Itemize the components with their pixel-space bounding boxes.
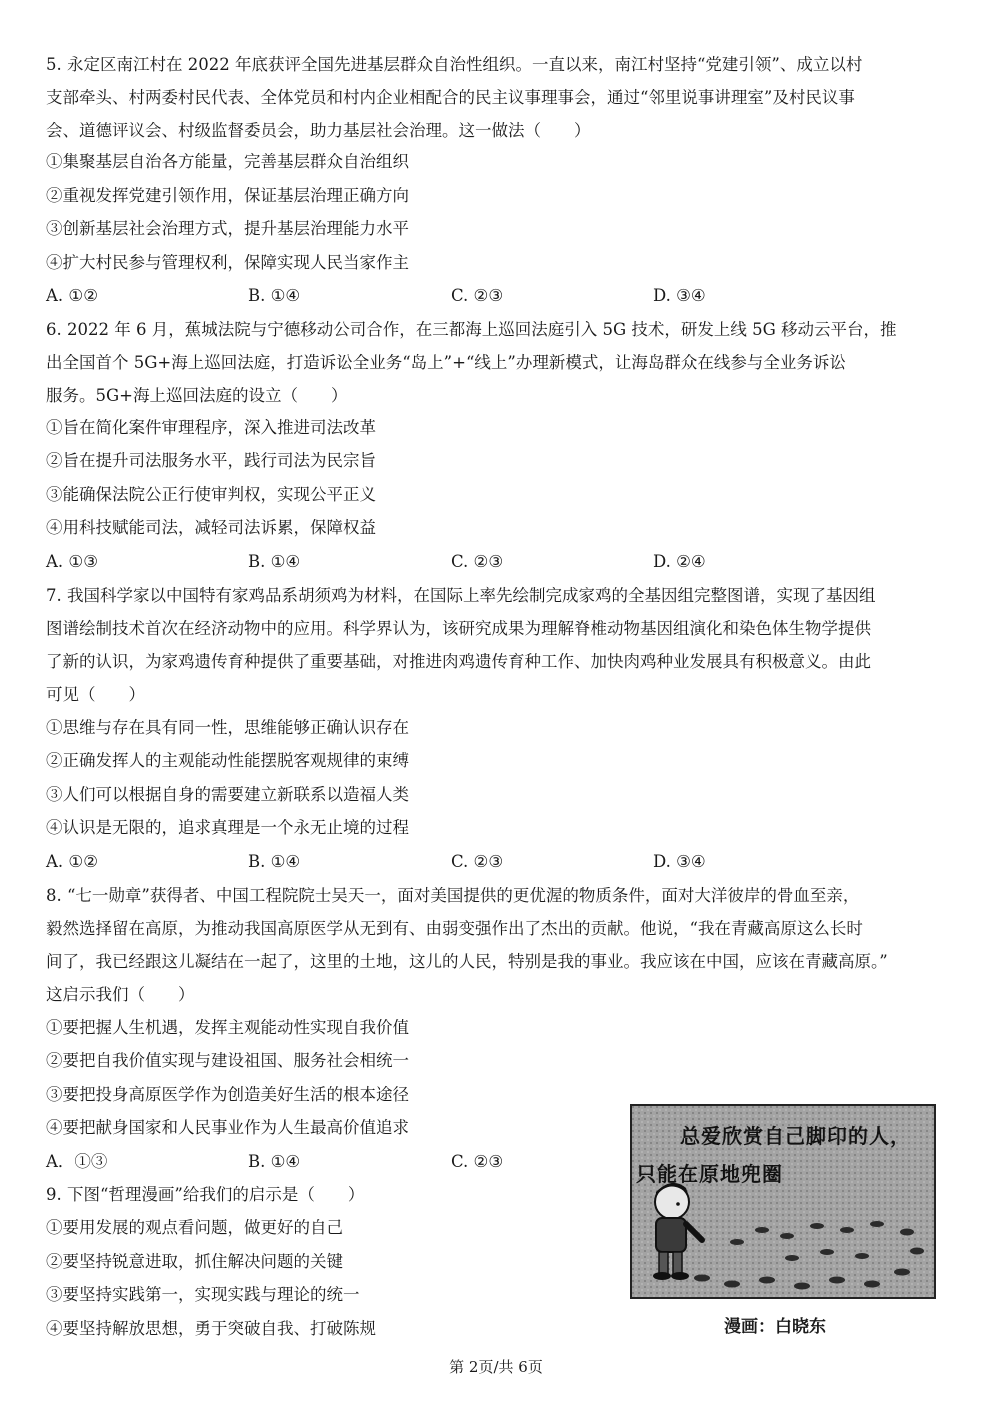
question-9-item-1: ①要用发展的观点看问题，做更好的自己 (46, 1218, 343, 1237)
question-6-item-3: ③能确保法院公正行使审判权，实现公平正义 (46, 485, 376, 504)
question-6-item-4: ④用科技赋能司法，减轻司法诉累，保障权益 (46, 518, 376, 537)
question-9-item-2: ②要坚持锐意进取，抓住解决问题的关键 (46, 1252, 343, 1271)
question-6-line: 6. 2022 年 6 月，蕉城法院与宁德移动公司合作，在三都海上巡回法庭引入 5G 技术，研发上线 5G 移动云平台，推 (46, 320, 897, 339)
question-8-item-3: ③要把投身高原医学作为创造美好生活的根本途径 (46, 1085, 409, 1104)
philosophy-cartoon (630, 1104, 936, 1299)
cartoon-caption-line-2: 只能在原地兜圈 (636, 1162, 783, 1186)
question-5-option-c[interactable]: C. ②③ (451, 286, 504, 305)
question-7-line: 7. 我国科学家以中国特有家鸡品系胡须鸡为材料，在国际上率先绘制完成家鸡的全基因组完整图谱，实现了基因组 (46, 586, 876, 605)
question-7-item-3: ③人们可以根据自身的需要建立新联系以造福人类 (46, 785, 409, 804)
question-9-item-3: ③要坚持实践第一，实现实践与理论的统一 (46, 1285, 360, 1304)
cartoon-credit: 漫画：白晓东 (724, 1317, 826, 1337)
question-5-line: 5. 永定区南江村在 2022 年底获评全国先进基层群众自治性组织。一直以来，南江村坚持“党建引领”、成立以村 (46, 55, 863, 74)
question-6-option-b[interactable]: B. ①④ (248, 552, 301, 571)
question-8-stem (46, 879, 926, 1011)
question-8-item-4: ④要把献身国家和人民事业作为人生最高价值追求 (46, 1118, 409, 1137)
question-8-line: 间了，我已经跟这儿凝结在一起了，这里的土地，这儿的人民，特别是我的事业。我应该在中国，应该在青藏高原。” (46, 952, 888, 971)
question-8-option-b[interactable]: B. ①④ (248, 1152, 301, 1171)
question-7-option-a[interactable]: A. ①② (46, 852, 98, 871)
question-6-item-1: ①旨在简化案件审理程序，深入推进司法改革 (46, 418, 376, 437)
question-6-stem (46, 313, 926, 412)
question-6-item-2: ②旨在提升司法服务水平，践行司法为民宗旨 (46, 451, 376, 470)
question-5-line: 会、道德评议会、村级监督委员会，助力基层社会治理。这一做法（ ） (46, 121, 591, 140)
question-5-item-4: ④扩大村民参与管理权利，保障实现人民当家作主 (46, 253, 409, 272)
cartoon-caption-line-1: 总爱欣赏自己脚印的人， (680, 1124, 911, 1148)
question-5-option-d[interactable]: D. ③④ (653, 286, 706, 305)
question-7-option-d[interactable]: D. ③④ (653, 852, 706, 871)
question-5-item-3: ③创新基层社会治理方式，提升基层治理能力水平 (46, 219, 409, 238)
question-8-item-2: ②要把自我价值实现与建设祖国、服务社会相统一 (46, 1051, 409, 1070)
question-7-line: 了新的认识，为家鸡遗传育种提供了重要基础，对推进肉鸡遗传育种工作、加快肉鸡种业发展具有积极意义。由此 (46, 652, 871, 671)
question-7-line: 图谱绘制技术首次在经济动物中的应用。科学界认为，该研究成果为理解脊椎动物基因组演化和染色体生物学提供 (46, 619, 871, 638)
question-6-option-d[interactable]: D. ②④ (653, 552, 706, 571)
question-8-option-a[interactable]: A．①③ (46, 1152, 108, 1171)
question-5-line: 支部牵头、村两委村民代表、全体党员和村内企业相配合的民主议事理事会，通过“邻里说事讲理室”及村民议事 (46, 88, 855, 107)
question-5-item-1: ①集聚基层自治各方能量，完善基层群众自治组织 (46, 152, 409, 171)
question-8-line: 8. “七一勋章”获得者、中国工程院院士吴天一，面对美国提供的更优渥的物质条件，面对大洋彼岸的骨血至亲， (46, 886, 860, 905)
question-8-item-1: ①要把握人生机遇，发挥主观能动性实现自我价值 (46, 1018, 409, 1037)
question-5-option-b[interactable]: B. ①④ (248, 286, 301, 305)
question-7-option-c[interactable]: C. ②③ (451, 852, 504, 871)
question-7-item-4: ④认识是无限的，追求真理是一个永无止境的过程 (46, 818, 409, 837)
question-5-item-2: ②重视发挥党建引领作用，保证基层治理正确方向 (46, 186, 409, 205)
question-7-stem (46, 579, 926, 711)
question-8-line: 这启示我们（ ） (46, 985, 195, 1004)
question-7-option-b[interactable]: B. ①④ (248, 852, 301, 871)
question-8-option-c[interactable]: C. ②③ (451, 1152, 504, 1171)
question-8-line: 毅然选择留在高原，为推动我国高原医学从无到有、由弱变强作出了杰出的贡献。他说，“我在青藏高原这么长时 (46, 919, 863, 938)
question-5-option-a[interactable]: A. ①② (46, 286, 98, 305)
question-6-line: 服务。5G+海上巡回法庭的设立（ ） (46, 386, 348, 405)
page-number-footer: 第 2页/共 6页 (449, 1358, 543, 1376)
question-6-option-a[interactable]: A. ①③ (46, 552, 98, 571)
question-6-line: 出全国首个 5G+海上巡回法庭，打造诉讼全业务“岛上”+“线上”办理新模式，让海岛群众在线参与全业务诉讼 (46, 353, 846, 372)
question-7-line: 可见（ ） (46, 685, 145, 704)
question-9-item-4: ④要坚持解放思想，勇于突破自我、打破陈规 (46, 1319, 376, 1338)
question-5-stem (46, 48, 926, 147)
question-9-stem: 9. 下图“哲理漫画”给我们的启示是（ ） (46, 1185, 365, 1204)
question-7-item-1: ①思维与存在具有同一性，思维能够正确认识存在 (46, 718, 409, 737)
question-6-option-c[interactable]: C. ②③ (451, 552, 504, 571)
question-7-item-2: ②正确发挥人的主观能动性能摆脱客观规律的束缚 (46, 751, 409, 770)
